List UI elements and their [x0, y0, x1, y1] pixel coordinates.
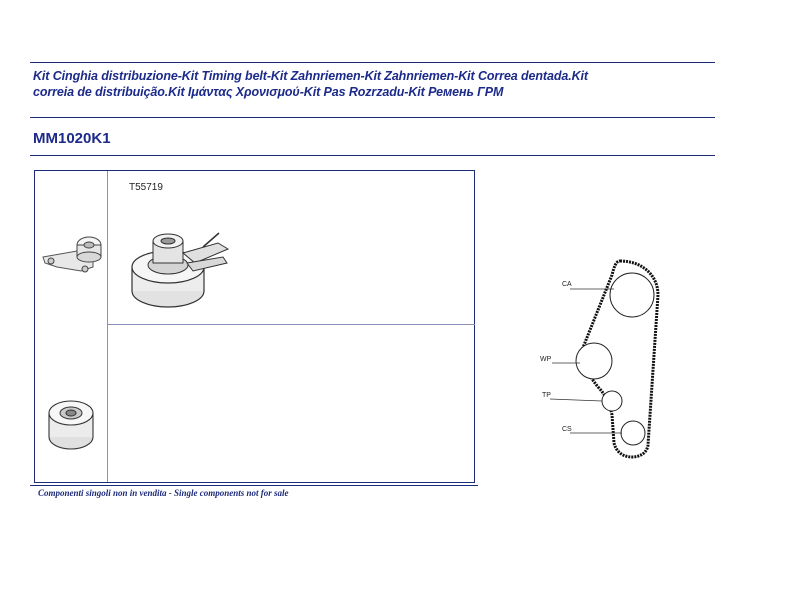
- kit-description: [33, 68, 713, 100]
- product-code: MM1020K1: [33, 130, 111, 147]
- tensioner-roller-icon: [602, 391, 622, 411]
- kit-description-line-1: Kit Cinghia distribuzione-Kit Timing belt-Kit Zahnriemen-Kit Zahnriemen-Kit Correa dentada.Kit: [33, 69, 588, 83]
- components-table: [34, 170, 475, 483]
- footer-note: Componenti singoli non in vendita - Single components not for sale: [38, 488, 289, 498]
- kit-description-line-2: correia de distribuição.Kit Ιμάντας Χρονισμού-Kit Pas Rozrzadu-Kit Ремень ГРМ: [33, 85, 504, 99]
- crankshaft-pulley-icon: [621, 421, 645, 445]
- label-wp: WP: [540, 356, 552, 363]
- table-column-divider: [107, 171, 108, 482]
- part-number-label: T55719: [129, 182, 163, 193]
- tensioner-thumb-icon: [37, 231, 105, 287]
- camshaft-pulley-icon: [610, 273, 654, 317]
- table-row-divider: [107, 324, 475, 325]
- belt-routing-diagram: [530, 255, 680, 460]
- water-pump-pulley-icon: [576, 343, 612, 379]
- header-bottom-rule: [30, 117, 715, 118]
- footer-rule: [30, 485, 478, 486]
- idler-pulley-icon: [45, 393, 97, 455]
- tensioner-pulley-icon: [123, 223, 233, 319]
- code-rule: [30, 155, 715, 156]
- label-cs: CS: [562, 426, 572, 433]
- header-top-rule: [30, 62, 715, 63]
- label-tp: TP: [542, 392, 551, 399]
- label-ca: CA: [562, 281, 572, 288]
